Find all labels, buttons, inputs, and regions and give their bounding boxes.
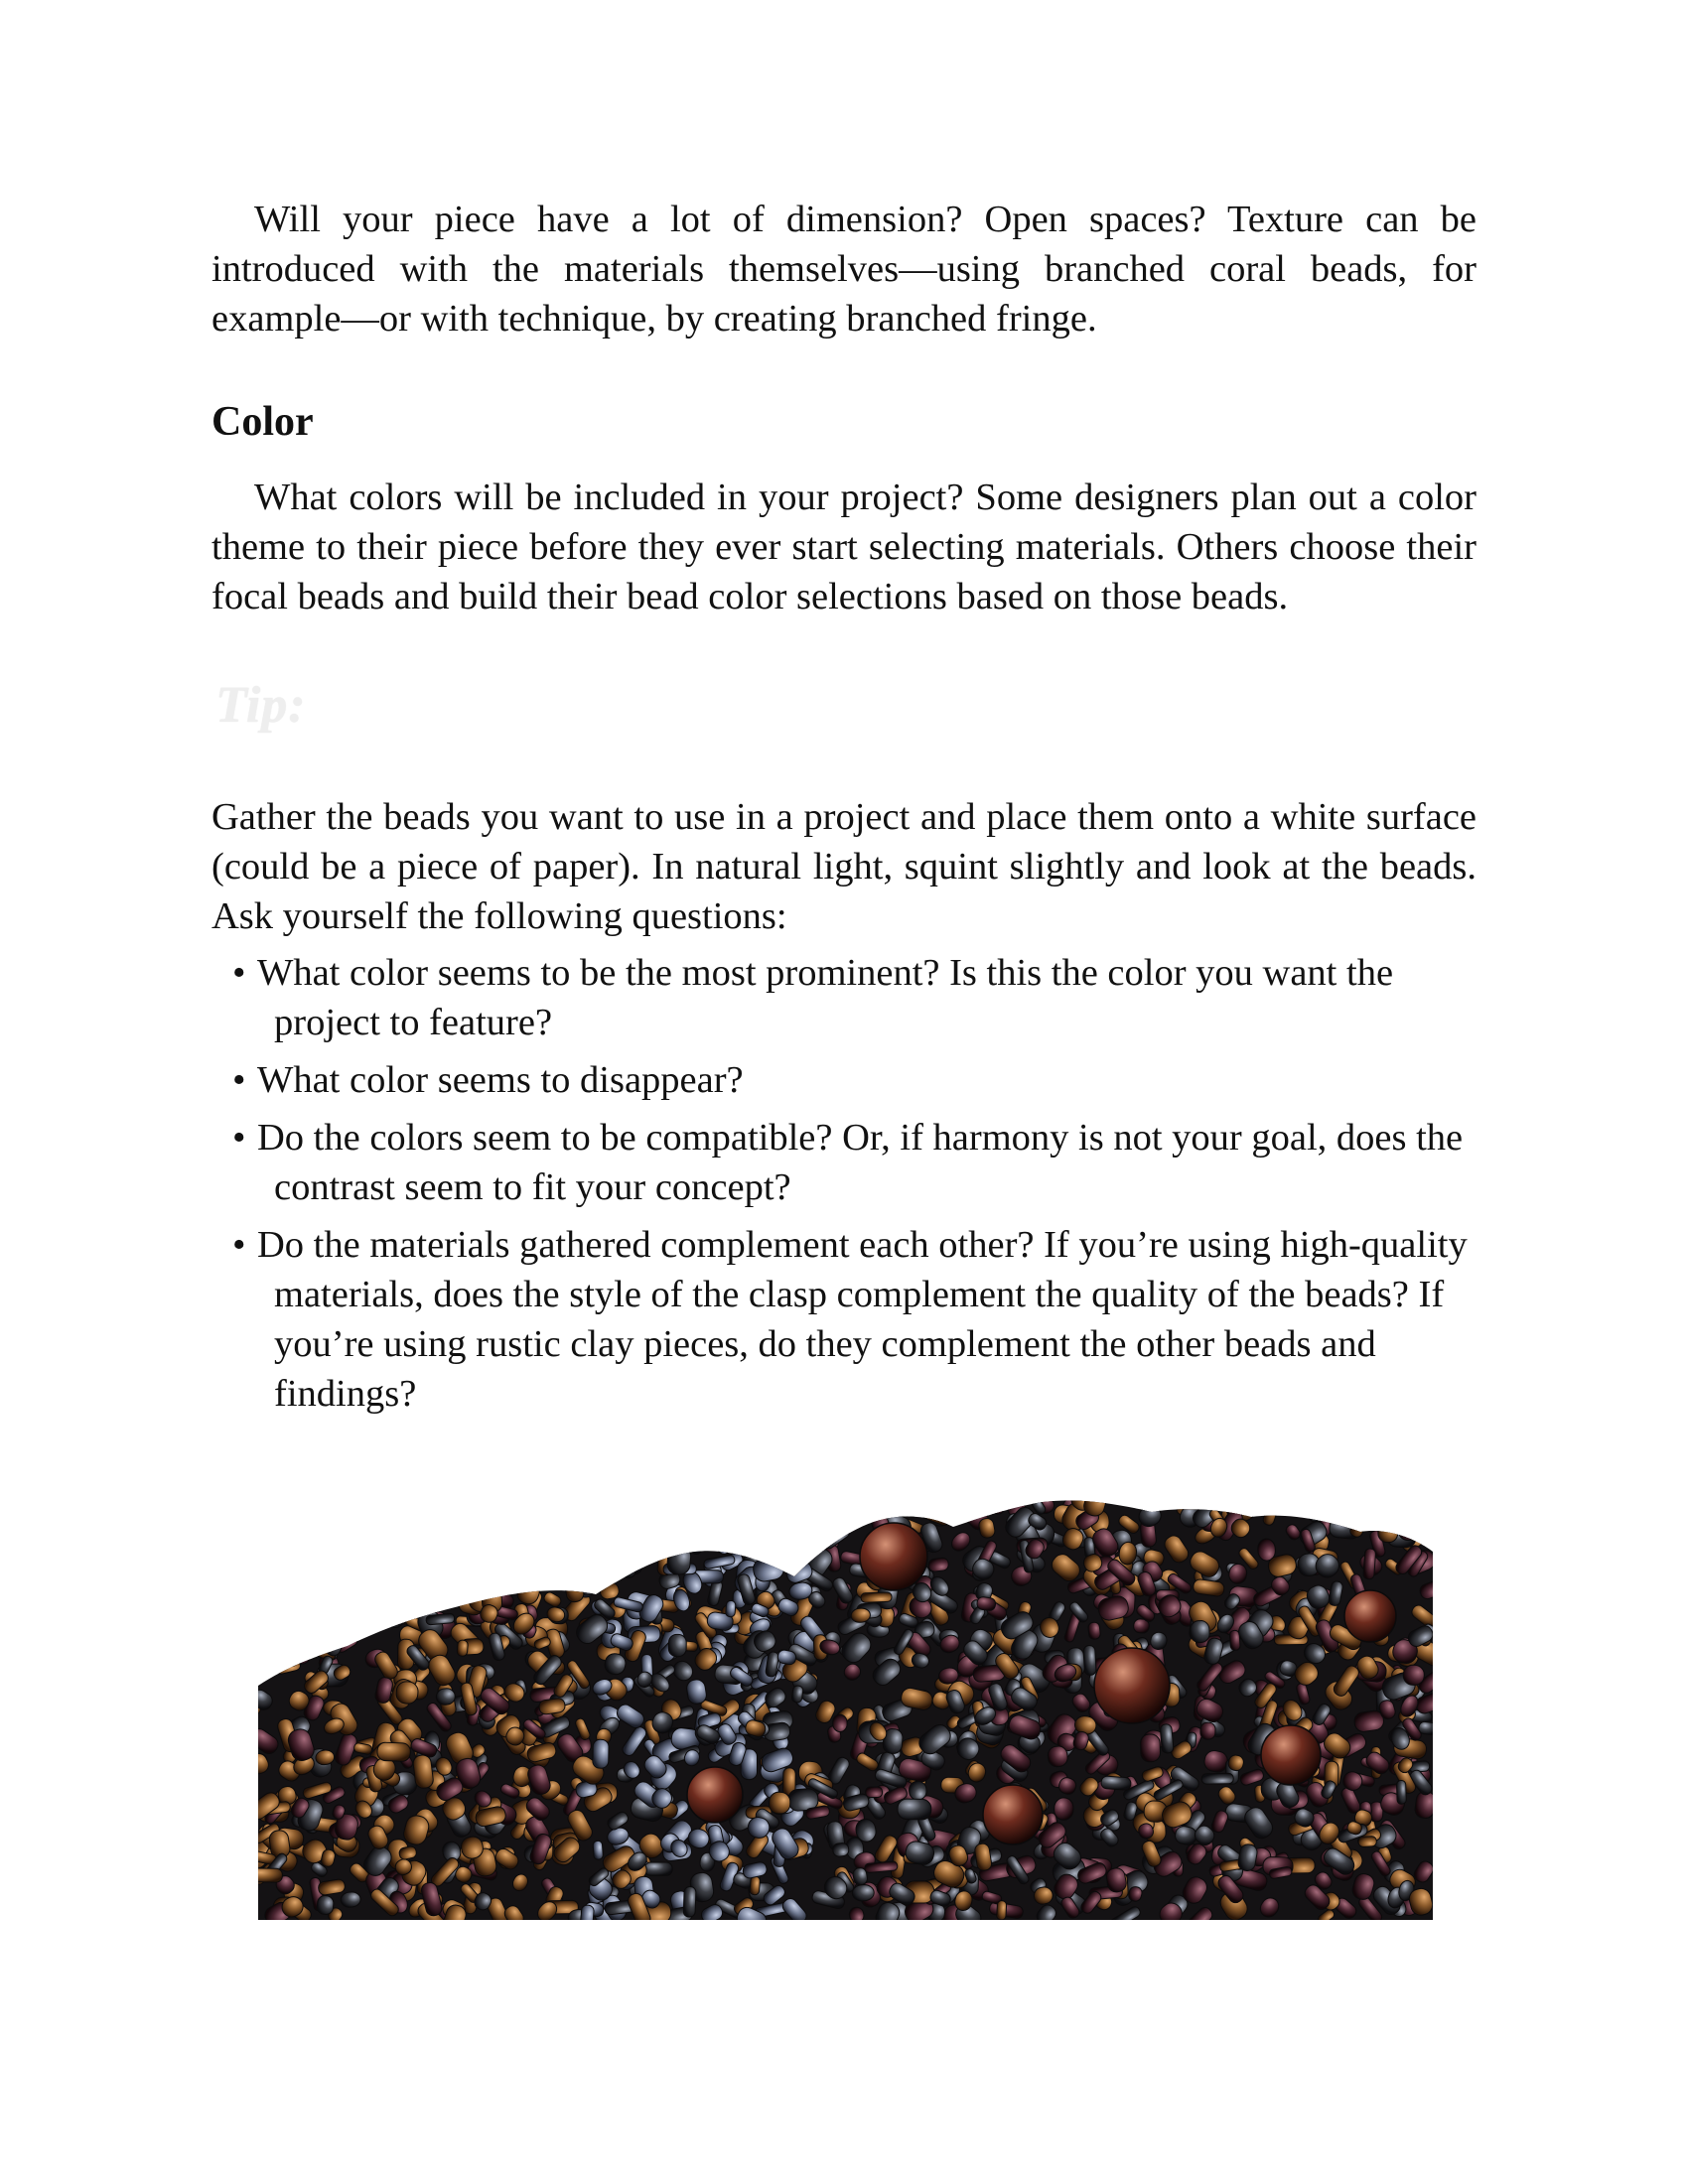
seed-bead xyxy=(370,1542,405,1577)
seed-bead xyxy=(299,1547,333,1581)
seed-bead xyxy=(717,1497,747,1519)
seed-bead xyxy=(304,1534,332,1562)
list-item xyxy=(211,1113,1477,1212)
seed-bead xyxy=(562,1497,583,1515)
seed-bead xyxy=(1140,1734,1161,1762)
seed-bead xyxy=(679,1497,699,1515)
seed-bead xyxy=(1340,1497,1361,1514)
seed-bead xyxy=(683,1886,696,1917)
seed-bead xyxy=(340,1497,367,1526)
seed-bead xyxy=(615,1504,633,1518)
seed-bead xyxy=(625,1541,648,1566)
seed-bead xyxy=(268,1599,289,1614)
seed-bead xyxy=(406,1563,426,1586)
seed-bead xyxy=(278,1579,315,1612)
bead-cluster xyxy=(258,1497,1433,1920)
seed-bead xyxy=(319,1524,342,1539)
seed-bead xyxy=(730,1518,760,1545)
seed-bead xyxy=(593,1739,609,1768)
seed-bead xyxy=(527,1498,551,1523)
seed-bead xyxy=(268,1610,296,1621)
seed-bead xyxy=(258,1606,270,1622)
seed-bead xyxy=(1160,1723,1174,1753)
seed-bead xyxy=(459,1556,479,1588)
list-item xyxy=(211,1220,1477,1419)
seed-bead xyxy=(806,1516,829,1542)
seed-bead xyxy=(348,1575,370,1596)
seed-bead xyxy=(375,1554,394,1573)
seed-bead xyxy=(457,1504,489,1537)
seed-bead xyxy=(1087,1622,1100,1640)
seed-bead xyxy=(1201,1773,1233,1784)
seed-bead xyxy=(414,1537,439,1562)
seed-bead xyxy=(599,1504,633,1533)
seed-bead xyxy=(791,1685,803,1703)
seed-bead xyxy=(861,1592,892,1602)
seed-bead xyxy=(258,1615,273,1645)
seed-bead xyxy=(277,1575,302,1598)
seed-bead xyxy=(338,1582,365,1599)
seed-bead xyxy=(474,1521,493,1549)
seed-bead xyxy=(867,1497,893,1520)
seed-bead xyxy=(354,1570,386,1591)
seed-bead xyxy=(339,1497,377,1535)
seed-bead xyxy=(412,1557,432,1575)
seed-bead xyxy=(558,1548,588,1573)
seed-bead xyxy=(441,1524,455,1550)
seed-bead xyxy=(536,1538,557,1560)
seed-bead xyxy=(586,1559,608,1593)
seed-bead xyxy=(644,1497,669,1521)
seed-bead xyxy=(357,1585,372,1603)
seed-bead xyxy=(410,1572,437,1602)
seed-bead xyxy=(1396,1780,1406,1804)
seed-bead xyxy=(731,1498,762,1515)
seed-bead xyxy=(263,1515,295,1535)
seed-bead xyxy=(290,1628,320,1651)
seed-bead xyxy=(540,1497,560,1518)
seed-bead xyxy=(1363,1549,1376,1579)
seed-bead xyxy=(1337,1500,1369,1528)
seed-bead xyxy=(350,1615,374,1636)
seed-bead xyxy=(684,1497,716,1514)
seed-bead xyxy=(851,1497,882,1519)
seed-bead xyxy=(327,1522,359,1552)
bullet: • xyxy=(232,952,246,994)
seed-bead xyxy=(477,1543,506,1568)
seed-bead xyxy=(382,1560,415,1581)
seed-bead xyxy=(1403,1665,1425,1686)
seed-bead xyxy=(473,1518,494,1544)
seed-bead xyxy=(909,1781,926,1801)
accent-bead xyxy=(860,1523,927,1590)
seed-bead xyxy=(1329,1497,1354,1513)
seed-bead xyxy=(258,1570,273,1597)
seed-bead xyxy=(831,1497,847,1530)
seed-bead xyxy=(530,1498,554,1530)
seed-bead xyxy=(450,1518,475,1545)
seed-bead xyxy=(1200,1722,1216,1740)
seed-bead xyxy=(385,1605,408,1626)
seed-bead xyxy=(455,1536,476,1560)
seed-bead xyxy=(898,1497,922,1519)
seed-bead xyxy=(1083,1645,1096,1675)
seed-bead xyxy=(356,1517,384,1546)
seed-bead xyxy=(763,1501,794,1531)
seed-bead xyxy=(614,1534,632,1557)
seed-bead xyxy=(447,1497,478,1511)
seed-bead xyxy=(564,1497,584,1506)
seed-bead xyxy=(1101,1776,1131,1791)
seed-bead xyxy=(377,1742,411,1761)
accent-bead xyxy=(1344,1590,1396,1642)
page-content xyxy=(211,195,1477,1427)
seed-bead xyxy=(411,1497,442,1515)
seed-bead xyxy=(652,1519,687,1542)
seed-bead xyxy=(266,1549,298,1571)
seed-bead xyxy=(1358,1837,1377,1847)
seed-bead xyxy=(423,1523,450,1554)
accent-bead xyxy=(1261,1725,1321,1785)
seed-bead xyxy=(258,1556,278,1577)
seed-bead xyxy=(545,1536,570,1559)
seed-bead xyxy=(381,1536,416,1570)
seed-bead xyxy=(367,1562,390,1585)
accent-bead xyxy=(687,1767,743,1823)
seed-bead xyxy=(621,1539,653,1560)
seed-bead xyxy=(1316,1497,1337,1514)
seed-bead xyxy=(928,1558,949,1572)
seed-bead xyxy=(258,1513,272,1543)
seed-bead xyxy=(457,1640,468,1657)
seed-bead xyxy=(786,1511,816,1533)
seed-bead xyxy=(731,1512,761,1539)
seed-bead xyxy=(832,1843,849,1857)
seed-bead xyxy=(324,1590,352,1609)
seed-bead xyxy=(726,1600,737,1617)
seed-bead xyxy=(395,1681,419,1705)
seed-bead xyxy=(387,1521,412,1553)
seed-bead xyxy=(444,1532,483,1570)
seed-bead xyxy=(378,1500,413,1529)
seed-bead xyxy=(258,1868,283,1882)
seed-bead xyxy=(614,1497,647,1506)
seed-bead xyxy=(945,1503,967,1525)
seed-bead xyxy=(1048,1745,1068,1767)
seed-bead xyxy=(422,1497,455,1533)
seed-bead xyxy=(824,1497,854,1525)
seed-bead xyxy=(1375,1497,1399,1518)
seed-bead xyxy=(408,1567,425,1587)
seed-bead xyxy=(327,1616,347,1643)
seed-bead xyxy=(898,1799,931,1820)
color-paragraph: What colors will be included in your project? Some designers plan out a color theme to their piece before they ever start selecting materials. Others choose their focal beads and build their bead color selections based on those beads. xyxy=(211,477,1477,617)
question-text: Do the materials gathered complement each other? If you’re using high-quality materials, does the style of the clasp complement the quality of the beads? If you’re using rustic clay pieces, do they complement the other beads and findings? xyxy=(257,1224,1468,1415)
seed-bead xyxy=(483,1497,516,1513)
seed-bead xyxy=(832,1714,847,1732)
accent-bead xyxy=(1094,1648,1170,1723)
seed-bead xyxy=(707,1509,727,1542)
seed-bead xyxy=(417,1548,437,1570)
seed-bead xyxy=(272,1632,290,1650)
seed-bead xyxy=(486,1497,508,1513)
seed-bead xyxy=(420,1517,455,1540)
seed-bead xyxy=(1055,1798,1074,1821)
seed-bead xyxy=(297,1562,323,1585)
bullet: • xyxy=(232,1059,246,1101)
seed-bead xyxy=(352,1541,361,1557)
seed-bead xyxy=(588,1497,613,1513)
accent-bead xyxy=(983,1785,1043,1844)
seed-bead xyxy=(666,1545,691,1575)
seed-bead xyxy=(852,1884,875,1901)
seed-bead xyxy=(731,1497,758,1520)
seed-bead xyxy=(426,1613,455,1625)
seed-bead xyxy=(614,1552,637,1579)
seed-bead xyxy=(1190,1620,1209,1643)
seed-bead xyxy=(394,1562,414,1585)
seed-bead xyxy=(554,1546,580,1571)
seed-bead xyxy=(1378,1523,1398,1543)
seed-bead xyxy=(396,1498,417,1517)
seed-bead xyxy=(495,1546,529,1571)
seed-bead xyxy=(668,1634,686,1657)
seed-bead xyxy=(563,1560,587,1594)
question-text: Do the colors seem to be compatible? Or, if harmony is not your goal, does the contrast seem to fit your concept? xyxy=(257,1117,1464,1208)
seed-bead xyxy=(476,1515,500,1537)
seed-bead xyxy=(613,1517,628,1533)
seed-bead xyxy=(872,1497,899,1516)
seed-bead xyxy=(258,1634,282,1661)
seed-bead xyxy=(291,1499,316,1531)
seed-bead xyxy=(1344,1497,1366,1511)
tip-label: Tip: xyxy=(215,677,307,734)
bullet: • xyxy=(232,1224,246,1266)
seed-bead xyxy=(537,1497,564,1512)
tip-questions-list xyxy=(211,948,1477,1419)
seed-bead xyxy=(607,1515,633,1541)
seed-bead xyxy=(581,1544,599,1576)
seed-bead xyxy=(769,1792,790,1814)
seed-bead xyxy=(598,1510,625,1541)
list-item xyxy=(211,948,1477,1047)
seed-bead xyxy=(369,1512,391,1533)
seed-bead xyxy=(275,1598,306,1612)
tip-body: Gather the beads you want to use in a project and place them onto a white surface (could be a piece of paper). In natural light, squint slightly and look at the beads. Ask yourself the following questions: xyxy=(211,796,1477,937)
seed-bead xyxy=(606,1503,631,1527)
seed-bead xyxy=(266,1626,285,1639)
seed-bead xyxy=(809,1497,838,1512)
seed-bead xyxy=(593,1841,604,1859)
seed-bead xyxy=(492,1547,509,1564)
seed-bead xyxy=(292,1502,324,1540)
seed-bead xyxy=(317,1895,335,1915)
seed-bead xyxy=(384,1587,413,1616)
seed-bead xyxy=(258,1575,274,1611)
seed-bead xyxy=(873,1497,888,1512)
seed-bead xyxy=(540,1502,562,1523)
seed-bead xyxy=(447,1531,468,1548)
seed-bead xyxy=(705,1498,728,1523)
seed-bead xyxy=(626,1523,644,1553)
seed-bead xyxy=(719,1497,746,1527)
question-text: What color seems to be the most prominent? Is this the color you want the project to feature? xyxy=(257,952,1394,1043)
seed-bead xyxy=(997,1900,1007,1920)
seed-bead xyxy=(269,1578,296,1606)
seed-bead xyxy=(517,1553,550,1583)
seed-bead xyxy=(750,1876,761,1895)
seed-bead xyxy=(526,1523,545,1534)
seed-bead xyxy=(313,1524,335,1545)
seed-bead xyxy=(730,1497,761,1517)
seed-bead xyxy=(354,1513,375,1545)
seed-bead xyxy=(611,1548,644,1575)
seed-bead xyxy=(644,1862,672,1875)
seed-bead xyxy=(502,1500,531,1528)
seed-bead xyxy=(392,1536,415,1559)
seed-bead xyxy=(882,1497,899,1504)
seed-bead xyxy=(992,1498,1004,1515)
seed-bead xyxy=(440,1563,449,1577)
beadwork-photo xyxy=(258,1497,1433,1920)
seed-bead xyxy=(432,1526,467,1545)
seed-bead xyxy=(333,1536,355,1562)
seed-bead xyxy=(712,1506,750,1541)
seed-bead xyxy=(1409,1497,1433,1524)
seed-bead xyxy=(305,1523,328,1542)
bullet: • xyxy=(232,1117,246,1159)
seed-bead xyxy=(434,1499,454,1517)
seed-bead xyxy=(866,1787,883,1798)
seed-bead xyxy=(352,1587,371,1606)
seed-bead xyxy=(1320,1497,1342,1516)
seed-bead xyxy=(505,1557,522,1575)
seed-bead xyxy=(325,1509,352,1545)
seed-bead xyxy=(718,1497,748,1518)
seed-bead xyxy=(427,1518,467,1555)
seed-bead xyxy=(552,1554,583,1585)
seed-bead xyxy=(1307,1497,1334,1524)
seed-bead xyxy=(300,1517,315,1526)
seed-bead xyxy=(528,1497,556,1527)
seed-bead xyxy=(842,1497,869,1517)
seed-bead xyxy=(279,1539,299,1566)
list-item xyxy=(211,1055,1477,1105)
seed-bead xyxy=(258,1631,282,1656)
seed-bead xyxy=(533,1533,572,1570)
seed-bead xyxy=(757,1542,778,1562)
seed-bead xyxy=(367,1510,384,1532)
seed-bead xyxy=(470,1524,500,1560)
question-text: What color seems to disappear? xyxy=(257,1059,744,1101)
color-heading: Color xyxy=(211,399,314,445)
seed-bead xyxy=(586,1536,610,1559)
intro-paragraph: Will your piece have a lot of dimension? Open spaces? Texture can be introduced with the materials themselves—using branched coral beads, for example—or with technique, by creating branched fringe. xyxy=(211,199,1477,340)
